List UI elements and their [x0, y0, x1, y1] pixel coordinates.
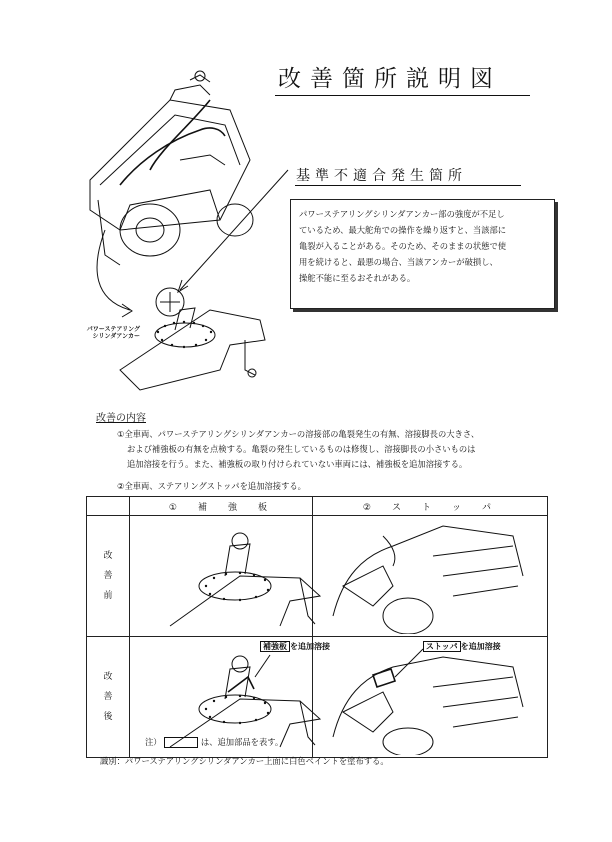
col-header-stopper: ② ス ト ッ パ: [312, 497, 547, 516]
identification-note: 識別：パワーステアリングシリンダアンカー上面に白色ペイントを塗布する。: [100, 756, 389, 766]
col-header-reinforcement: ① 補 強 板: [130, 497, 313, 516]
problem-label: 基準不適合発生箇所: [296, 168, 467, 184]
note-prefix: 注）: [145, 737, 162, 747]
added-part-box: ストッパ: [423, 641, 461, 652]
problem-line: ているため、最大舵角での操作を繰り返すと、当該部に: [299, 225, 507, 235]
vehicle-illustration: [60, 70, 290, 400]
row-header-char: 改: [103, 672, 113, 682]
legend-box-sample: [164, 737, 198, 748]
part-label-line1: パワーステアリング: [86, 326, 140, 333]
improvement-line: および補強板の有無を点検する。亀裂の発生しているものは修復し、溶接脚長の小さいものは: [127, 444, 476, 454]
note-text: は、追加部品を表す。: [200, 737, 284, 747]
part-label-line2: シリンダアンカー: [92, 333, 140, 340]
improvement-line: 追加溶接を行う。また、補強板の取り付けられていない車両には、補強板を追加溶接する。: [127, 459, 468, 469]
row-header-char: 後: [103, 712, 113, 722]
callout-text: を追加溶接: [290, 642, 330, 651]
improvement-item1: [117, 427, 557, 472]
improvement-heading: 改善の内容: [96, 413, 146, 424]
part-label: [40, 326, 140, 340]
reinforcement-before-drawing: [130, 516, 340, 634]
problem-line: 亀裂が入ることがある。そのため、そのままの状態で使: [299, 241, 507, 251]
added-part-box: 補強板: [260, 641, 290, 652]
row-header-after: [87, 637, 130, 758]
problem-line: 用を続けると、最悪の場合、当該アンカーが破損し、: [299, 257, 498, 267]
cell-stopper-after: [312, 637, 547, 758]
stopper-before-drawing: [313, 516, 531, 634]
table-corner: [87, 497, 130, 516]
row-header-char: 善: [103, 571, 113, 581]
row-header-char: 前: [103, 591, 113, 601]
title-underline: [275, 95, 530, 96]
problem-description-box: [290, 199, 555, 309]
cell-reinforcement-before: [130, 516, 313, 637]
legend-note: [145, 736, 283, 748]
improvement-line: ①全車両、パワーステアリングシリンダアンカーの溶接部の亀裂発生の有無、溶接脚長の大きさ、: [117, 429, 480, 439]
stopper-after-drawing: [313, 637, 531, 755]
problem-line: パワーステアリングシリンダアンカー部の強度が不足し: [299, 209, 505, 219]
page-title: 改善箇所説明図: [278, 66, 502, 92]
row-header-char: 改: [103, 551, 113, 561]
cell-stopper-before: [312, 516, 547, 637]
problem-line: 操舵不能に至るおそれがある。: [299, 273, 416, 283]
problem-underline: [295, 185, 521, 186]
row-header-before: [87, 516, 130, 637]
improvement-item2: ②全車両、ステアリングストッパを追加溶接する。: [117, 481, 306, 491]
row-header-char: 善: [103, 692, 113, 702]
comparison-table: [86, 496, 548, 758]
stopper-callout: [423, 641, 501, 652]
callout-text: を追加溶接: [460, 642, 501, 651]
